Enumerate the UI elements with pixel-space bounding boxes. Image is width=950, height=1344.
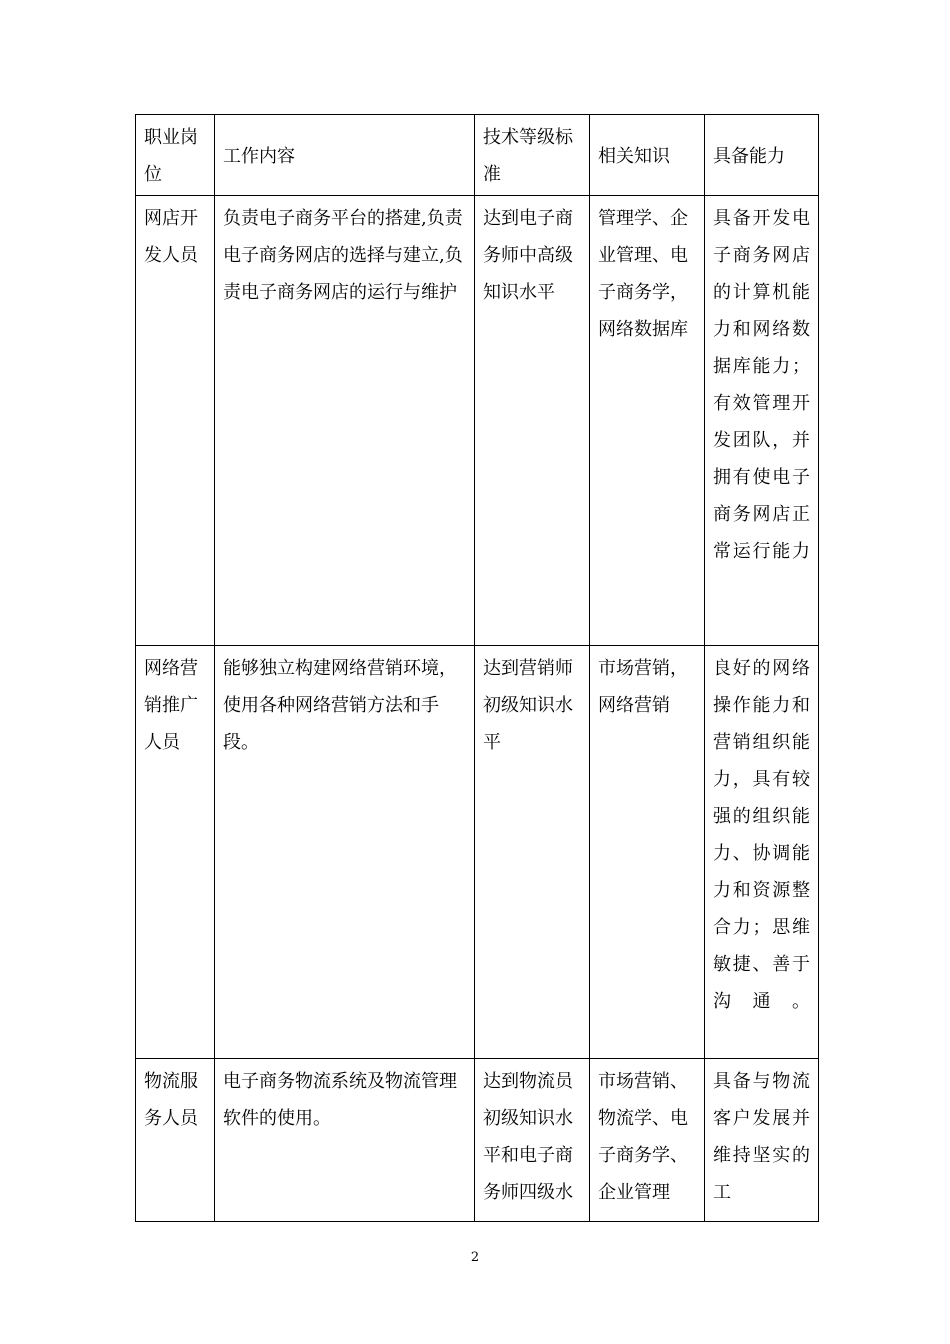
cell-ability: 具备与物流客户发展并维持坚实的工 — [705, 1059, 819, 1222]
cell-standard: 达到营销师初级知识水平 — [475, 646, 590, 1059]
page-number: 2 — [470, 1250, 480, 1265]
cell-standard: 达到电子商务师中高级知识水平 — [475, 196, 590, 646]
cell-ability: 良好的网络操作能力和营销组织能力，具有较强的组织能力、协调能力和资源整合力；思维敏捷、善于沟通。 — [705, 646, 819, 1059]
header-position: 职业岗位 — [136, 115, 215, 196]
cell-content: 能够独立构建网络营销环境，使用各种网络营销方法和手段。 — [215, 646, 475, 1059]
cell-content: 负责电子商务平台的搭建,负责电子商务网店的选择与建立,负责电子商务网店的运行与维护 — [215, 196, 475, 646]
header-ability: 具备能力 — [705, 115, 819, 196]
table-header-row — [136, 115, 819, 196]
table-row — [136, 646, 819, 1059]
cell-position: 网络营销推广人员 — [136, 646, 215, 1059]
job-positions-table — [135, 114, 819, 1222]
cell-standard: 达到物流员初级知识水平和电子商务师四级水 — [475, 1059, 590, 1222]
cell-ability: 具备开发电子商务网店的计算机能力和网络数据库能力；有效管理开发团队，并拥有使电子商务网店正常运行能力 — [705, 196, 819, 646]
cell-position: 网店开发人员 — [136, 196, 215, 646]
cell-knowledge: 管理学、企业管理、电子商务学，网络数据库 — [590, 196, 705, 646]
cell-knowledge: 市场营销、物流学、电子商务学、企业管理 — [590, 1059, 705, 1222]
cell-content: 电子商务物流系统及物流管理软件的使用。 — [215, 1059, 475, 1222]
header-standard: 技术等级标准 — [475, 115, 590, 196]
table-row — [136, 196, 819, 646]
cell-position: 物流服务人员 — [136, 1059, 215, 1222]
cell-knowledge: 市场营销，网络营销 — [590, 646, 705, 1059]
header-knowledge: 相关知识 — [590, 115, 705, 196]
header-content: 工作内容 — [215, 115, 475, 196]
table-row — [136, 1059, 819, 1222]
